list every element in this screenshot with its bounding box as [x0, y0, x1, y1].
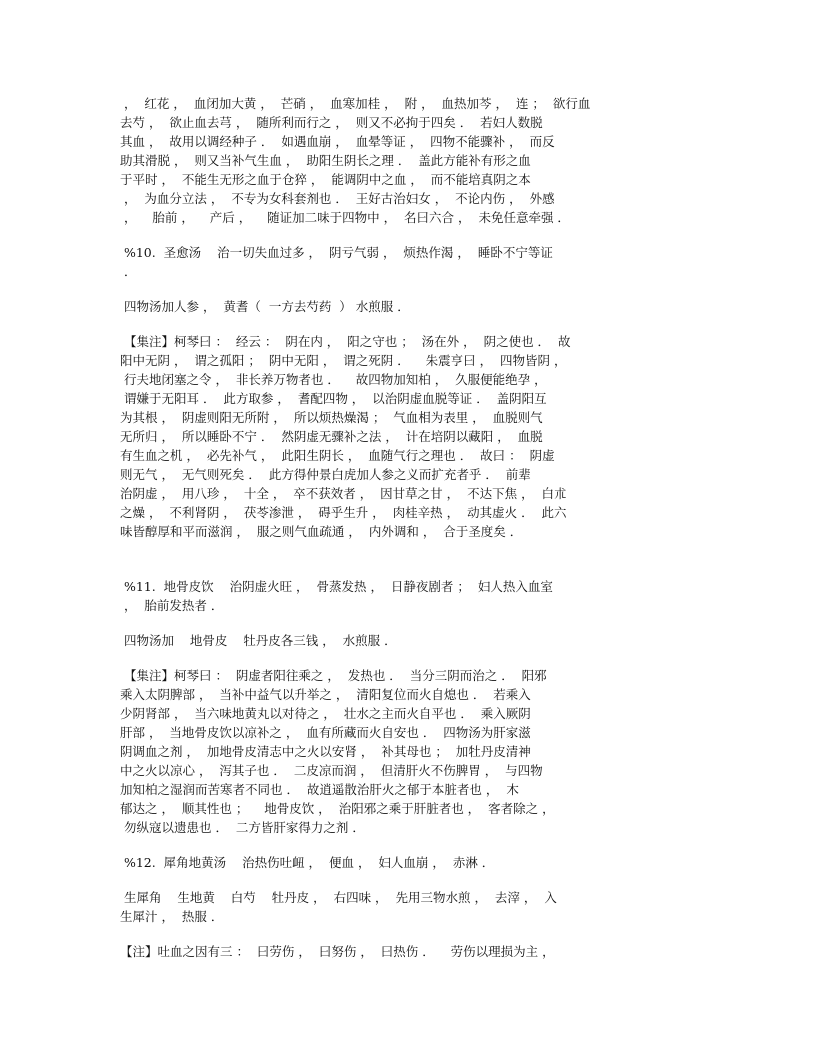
text-line: 治阴虚 ， 用八珍 ， 十全 ， 卒不获效者 ， 因甘草之甘 ， 不达下焦 ， 白朮 [120, 486, 567, 501]
formula-heading-12 [120, 853, 590, 872]
paragraph-gap [120, 615, 590, 631]
text-line: 加知柏之湿润而苦寒者不同也 ． 故逍遥散治肝火之郁于本脏者也 ， 木 [120, 782, 519, 797]
formula-ingredients-11 [120, 631, 590, 650]
text-line: ， 红花 ， 血闭加大黄 ， 芒硝 ， 血寒加桂 ， 附 ， 血热加芩 ， 连 ； 欲行血 [120, 96, 591, 111]
formula-heading-10 [120, 243, 590, 281]
text-line: %12. 犀角地黄汤 治热伤吐衄 ， 便血 ， 妇人血崩 ， 赤淋 ． [120, 855, 495, 870]
text-line: 去芍 ， 欲止血去芎 ， 随所利而行之 ， 则又不必拘于四矣 ． 若妇人数脱 [120, 115, 543, 130]
paragraph-gap [120, 926, 590, 942]
text-line: 无所归 ， 所以睡卧不宁 ． 然阴虚无骤补之法 ， 计在培阴以藏阳 ， 血脱 [120, 429, 543, 444]
document-page [120, 94, 590, 961]
text-line: ， 为血分立法 ， 不专为女科套剂也 ． 王好古治妇女 ， 不论内伤 ， 外感 [120, 191, 555, 206]
formula-commentary-10 [120, 332, 590, 541]
paragraph-gap [120, 227, 590, 243]
paragraph-gap [120, 541, 590, 577]
text-line: %11. 地骨皮饮 治阴虚火旺 ， 骨蒸发热 ， 日静夜剧者 ； 妇人热入血室 [120, 579, 553, 594]
formula-commentary-11 [120, 666, 590, 837]
text-line: 四物汤加 地骨皮 牡丹皮各三钱 ， 水煎服 ． [120, 633, 397, 648]
text-line: ． [120, 264, 137, 279]
paragraph-gap [120, 837, 590, 853]
text-line: 则无气 ， 无气则死矣 ． 此方得仲景白虎加人参之义而扩充者乎 ． 前辈 [120, 467, 531, 482]
paragraph-gap [120, 872, 590, 888]
text-line: 有生血之机 ， 必先补气 ， 此阳生阴长 ， 血随气行之理也 ． 故曰 ： 阴虚 [120, 448, 555, 463]
text-line: 少阴肾部 ， 当六味地黄丸以对待之 ， 壮水之主而火自平也 ． 乘入厥阴 [120, 706, 531, 721]
text-line: 阴调血之剂 ， 加地骨皮清志中之火以安肾 ， 补其母也 ； 加牡丹皮清神 [120, 744, 531, 759]
text-line: 【集注】柯琴曰 ： 经云 ： 阴在内 ， 阳之守也 ； 汤在外 ， 阴之使也 ． 故 [120, 334, 571, 349]
text-line: 谓嫌于无阳耳 ． 此方取参 ， 耆配四物 ， 以治阴虚血脱等证 ． 盖阴阳互 [120, 391, 547, 406]
text-line: 生犀角 生地黄 白芍 牡丹皮 ， 右四味 ， 先用三物水煎 ， 去滓 ， 入 [120, 890, 557, 905]
formula-heading-11 [120, 577, 590, 615]
text-line: 助其滑脱 ， 则又当补气生血 ， 助阳生阴长之理 ． 盖此方能补有形之血 [120, 153, 531, 168]
text-line: %10. 圣愈汤 治一切失血过多 ， 阴亏气弱 ， 烦热作渴 ， 睡卧不宁等证 [120, 245, 553, 260]
text-line: 【集注】柯琴曰 ： 阴虚者阳往乘之 ， 发热也 ． 当分三阴而治之 ． 阳邪 [120, 668, 547, 683]
text-line: 于平时 ， 不能生无形之血于仓猝 ， 能调阴中之血 ， 而不能培真阴之本 [120, 172, 531, 187]
formula-ingredients-12 [120, 888, 590, 926]
text-line: 肝部 ， 当地骨皮饮以凉补之 ， 血有所藏而火自安也 ． 四物汤为肝家滋 [120, 725, 531, 740]
paragraph-gap [120, 281, 590, 297]
text-line: 之燥 ， 不利肾阴 ， 茯苓渗泄 ， 碍乎生升 ， 肉桂辛热 ， 动其虚火 ． 此六 [120, 505, 567, 520]
formula-ingredients-10 [120, 297, 590, 316]
text-line: 【注】吐血之因有三 ： 曰劳伤 ， 曰努伤 ， 曰热伤 ． 劳伤以理损为主 ， [120, 944, 555, 959]
text-line: 生犀汁 ， 热服 ． [120, 909, 224, 924]
paragraph-siwu-commentary [120, 94, 590, 227]
text-line: 行夫地闭塞之令 ， 非长养万物者也 ． 故四物加知柏 ， 久服便能绝孕 ， [120, 372, 547, 387]
text-line: 中之火以凉心 ， 泻其子也 ． 二皮凉而润 ， 但清肝火不伤脾胃 ， 与四物 [120, 763, 543, 778]
text-line: 勿纵寇以遗患也 ． 二方皆肝家得力之剂 ． [120, 820, 365, 835]
text-line: 乘入太阴脾部 ， 当补中益气以升举之 ， 清阳复位而火自熄也 ． 若乘入 [120, 687, 531, 702]
paragraph-gap [120, 650, 590, 666]
formula-note-12 [120, 942, 590, 961]
text-line: 阳中无阴 ， 谓之孤阳 ； 阴中无阳 ， 谓之死阴 ． 朱震亨曰 ， 四物皆阴 ， [120, 353, 567, 368]
text-line: ， 胎前发热者 ． [120, 598, 224, 613]
text-line: 为其根 ， 阴虚则阳无所附 ， 所以烦热燥渴 ； 气血相为表里 ， 血脱则气 [120, 410, 543, 425]
text-line: 四物汤加人参 ， 黄耆（ 一方去芍药 ） 水煎服 ． [120, 299, 410, 314]
text-line: ， 胎前 ， 产后 ， 随证加二味于四物中 ， 名曰六合 ， 未免任意牵强 ． [120, 210, 570, 225]
paragraph-gap [120, 316, 590, 332]
text-line: 其血 ， 故用以调经种子 ． 如遇血崩 ， 血晕等证 ， 四物不能骤补 ， 而反 [120, 134, 555, 149]
text-line: 味皆醇厚和平而滋润 ， 服之则气血疏通 ， 内外调和 ， 合于圣度矣 ． [120, 524, 523, 539]
text-line: 郁达之 ， 顺其性也 ； 地骨皮饮 ， 治阳邪之乘于肝脏者也 ， 客者除之 ， [120, 801, 555, 816]
